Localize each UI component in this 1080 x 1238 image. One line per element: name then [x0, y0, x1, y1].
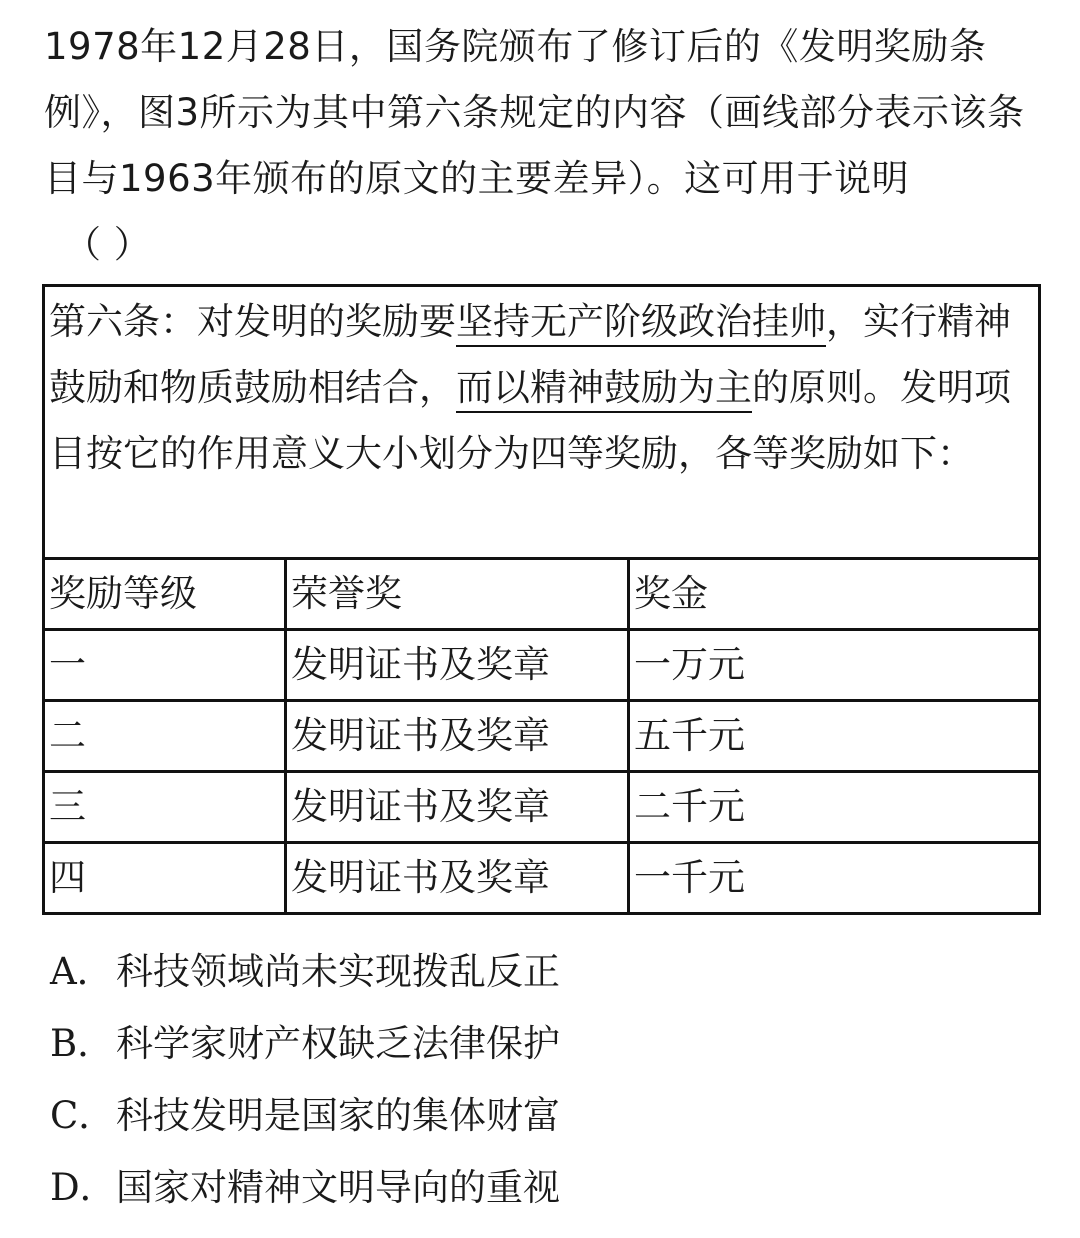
- article-mid: ，实行精神鼓励和物质鼓励相结合，: [49, 300, 1011, 409]
- option-letter: C．: [50, 1094, 116, 1137]
- option-letter: B．: [50, 1022, 115, 1065]
- article-six-text: [44, 286, 1040, 559]
- underlined-phrase-1: 坚持无产阶级政治挂帅: [456, 300, 826, 347]
- option-letter: D．: [50, 1166, 117, 1209]
- option-text: 科学家财产权缺乏法律保护: [116, 1022, 560, 1065]
- article-table: [42, 284, 1041, 915]
- cell-level: 三: [44, 772, 286, 843]
- option-d[interactable]: [50, 1152, 560, 1224]
- cell-bonus: 一千元: [629, 843, 1040, 914]
- header-honor: 荣誉奖: [286, 559, 629, 630]
- cell-bonus: 一万元: [629, 630, 1040, 701]
- underlined-phrase-2: 而以精神鼓励为主: [456, 366, 752, 413]
- question-stem: [44, 14, 1044, 278]
- article-prefix: 第六条：对发明的奖励要: [49, 300, 456, 343]
- cell-bonus: 五千元: [629, 701, 1040, 772]
- option-text: 科技领域尚未实现拨乱反正: [116, 950, 560, 993]
- option-a[interactable]: [50, 936, 560, 1008]
- option-letter: A．: [50, 950, 114, 993]
- table-row: [44, 630, 1040, 701]
- table-row: [44, 843, 1040, 914]
- cell-level: 二: [44, 701, 286, 772]
- option-text: 国家对精神文明导向的重视: [116, 1166, 560, 1209]
- cell-honor: 发明证书及奖章: [286, 843, 629, 914]
- cell-honor: 发明证书及奖章: [286, 701, 629, 772]
- table-row: [44, 701, 1040, 772]
- answer-options: [50, 936, 560, 1224]
- option-text: 科技发明是国家的集体财富: [116, 1094, 560, 1137]
- option-c[interactable]: [50, 1080, 560, 1152]
- header-level: 奖励等级: [44, 559, 286, 630]
- question-text: 1978年12月28日，国务院颁布了修订后的《发明奖励条例》，图3所示为其中第六条规定的内容（画线部分表示该条目与1963年颁布的原文的主要差异）。这可用于说明: [44, 25, 1025, 200]
- option-b[interactable]: [50, 1008, 560, 1080]
- cell-honor: 发明证书及奖章: [286, 630, 629, 701]
- article-suffix: 的原则。发明项目按它的作用意义大小划分为四等奖励，各等奖励如下：: [49, 366, 1011, 475]
- table-header-row: [44, 559, 1040, 630]
- header-bonus: 奖金: [629, 559, 1040, 630]
- cell-level: 四: [44, 843, 286, 914]
- cell-bonus: 二千元: [629, 772, 1040, 843]
- table-row: [44, 772, 1040, 843]
- answer-parentheses: （ ）: [64, 223, 152, 266]
- cell-level: 一: [44, 630, 286, 701]
- cell-honor: 发明证书及奖章: [286, 772, 629, 843]
